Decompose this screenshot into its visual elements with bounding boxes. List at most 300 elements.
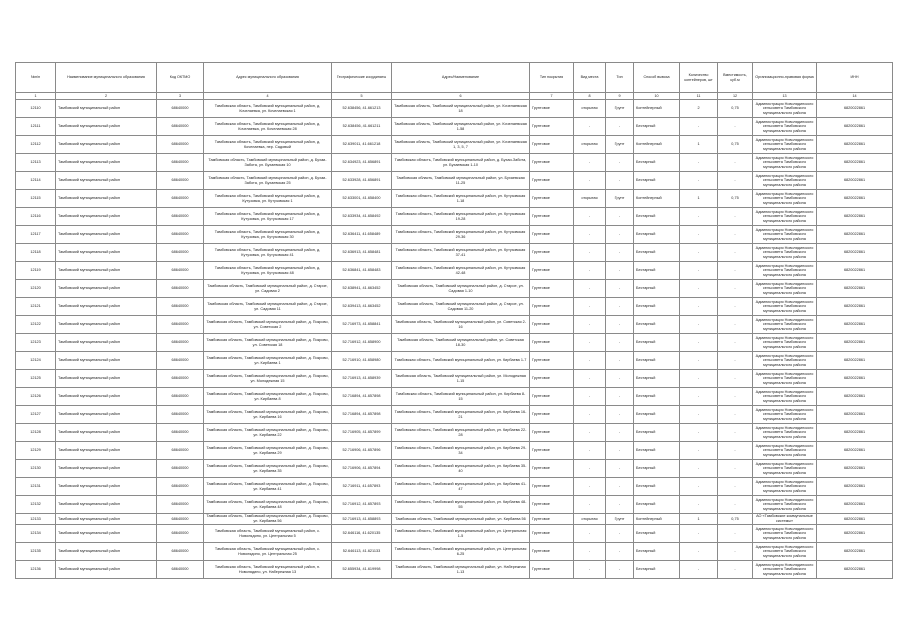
oktmo-code-text: 68640000 xyxy=(171,142,189,147)
surface-type-text: Грунтовое xyxy=(532,448,550,453)
site-address-text: ул. Кутузовская 29-36 xyxy=(455,229,526,239)
removal-method xyxy=(634,543,680,561)
address xyxy=(204,262,332,280)
container-volume xyxy=(718,190,753,208)
address-text: д. Старое, ул. Садовая 2 xyxy=(255,283,328,293)
district-name xyxy=(56,525,157,543)
ground-type-text: - xyxy=(618,178,621,183)
inn-code xyxy=(817,136,893,154)
address-text: Тамбовская область, Тамбовский муниципальный район, xyxy=(206,514,308,519)
ground-type xyxy=(606,525,634,543)
district-name-text: Тамбовский муниципальный район xyxy=(58,412,120,417)
district-name xyxy=(56,100,157,118)
address-text: Тамбовская область, Тамбовский муниципальный район, xyxy=(214,265,316,270)
container-volume xyxy=(718,406,753,424)
column-header: Адрес/Наименование xyxy=(392,63,530,93)
site-address-text: ул. Кирбаева 56 xyxy=(497,516,526,521)
removal-method-text: Контейнерный xyxy=(636,196,662,201)
column-header: Адрес муниципального образования xyxy=(204,63,332,93)
removal-method xyxy=(634,262,680,280)
inn-code xyxy=(817,262,893,280)
oktmo-code-text: 68640000 xyxy=(171,106,189,111)
site-kind xyxy=(574,316,606,334)
table-row xyxy=(16,280,893,298)
container-count xyxy=(680,388,718,406)
address-text: Тамбовская область, Тамбовский муниципальный район, xyxy=(206,481,308,486)
container-volume xyxy=(718,334,753,352)
row-number-text: 12117 xyxy=(30,232,41,237)
container-count xyxy=(680,208,718,226)
address xyxy=(204,424,332,442)
row-number-text: 12136 xyxy=(30,567,41,572)
address xyxy=(204,496,332,514)
removal-method xyxy=(634,208,680,226)
surface-type xyxy=(530,316,574,334)
container-volume-text: 0,75 xyxy=(731,142,739,147)
container-count-text: - xyxy=(697,250,700,255)
district-name-text: Тамбовский муниципальный район xyxy=(58,304,120,309)
removal-method xyxy=(634,334,680,352)
inn-code-text: 6820022861 xyxy=(843,106,866,111)
table-body xyxy=(16,100,893,579)
surface-type-text: Грунтовое xyxy=(532,430,550,435)
site-kind xyxy=(574,478,606,496)
surface-type xyxy=(530,100,574,118)
address-text: Тамбовская область, Тамбовский муниципальный район, xyxy=(214,528,317,533)
surface-type-text: Грунтовое xyxy=(532,232,550,237)
table-row xyxy=(16,388,893,406)
container-volume xyxy=(718,370,753,388)
site-address-text: Тамбовская область, Тамбовский муниципальный район, xyxy=(396,175,498,180)
surface-type-text: Грунтовое xyxy=(532,250,550,255)
site-address-text: Тамбовская область, Тамбовский муниципальный район, xyxy=(397,337,499,342)
district-name xyxy=(56,172,157,190)
removal-method-text: Бестарный xyxy=(636,268,656,273)
address-text: д. Кутузовка, ул. Кутузовская 48 xyxy=(241,265,321,275)
surface-type-text: Грунтовое xyxy=(532,160,550,165)
surface-type-text: Грунтовое xyxy=(532,531,550,536)
address xyxy=(204,388,332,406)
row-number-text: 12115 xyxy=(30,196,41,201)
container-volume-text: 0,75 xyxy=(731,106,739,111)
site-kind-text: открытая xyxy=(581,196,598,201)
responsible-admin xyxy=(753,154,817,172)
district-name xyxy=(56,262,157,280)
oktmo-code xyxy=(157,496,204,514)
table-row xyxy=(16,136,893,154)
oktmo-code xyxy=(157,172,204,190)
address-text: Тамбовская область, Тамбовский муниципальный район, xyxy=(206,391,308,396)
site-address xyxy=(392,208,530,226)
oktmo-code xyxy=(157,244,204,262)
container-count xyxy=(680,370,718,388)
table-row xyxy=(16,244,893,262)
coordinates-text: 52.716906, 41.657894 xyxy=(342,466,381,471)
responsible-admin xyxy=(753,352,817,370)
coordinates xyxy=(332,244,392,262)
inn-code-text: 6820022861 xyxy=(843,358,866,363)
inn-code-text: 6820022861 xyxy=(843,484,866,489)
site-kind xyxy=(574,100,606,118)
removal-method-text: Бестарный xyxy=(636,466,656,471)
oktmo-code xyxy=(157,100,204,118)
inn-code-text: 6820022861 xyxy=(843,531,866,536)
district-name xyxy=(56,316,157,334)
address-text: Тамбовская область, Тамбовский муниципальный район, xyxy=(207,283,309,288)
surface-type-text: Грунтовое xyxy=(532,516,550,521)
table-row xyxy=(16,154,893,172)
site-kind-text: открытая xyxy=(581,516,598,521)
coordinates-text: 52.716911, 41.657893 xyxy=(342,484,381,489)
site-address xyxy=(392,244,530,262)
container-count-text: - xyxy=(697,322,700,327)
ground-type-text: - xyxy=(618,232,621,237)
site-kind-text: - xyxy=(588,124,591,129)
coordinates xyxy=(332,424,392,442)
surface-type-text: Грунтовое xyxy=(532,196,550,201)
table-row xyxy=(16,226,893,244)
container-volume xyxy=(718,136,753,154)
surface-type xyxy=(530,406,574,424)
removal-method xyxy=(634,496,680,514)
ground-type-text: - xyxy=(618,502,621,507)
responsible-admin xyxy=(753,525,817,543)
container-count-text: - xyxy=(697,358,700,363)
district-name xyxy=(56,388,157,406)
site-address-text: Тамбовская область, Тамбовский муниципальный район, xyxy=(395,564,497,569)
district-name xyxy=(56,496,157,514)
container-count xyxy=(680,561,718,579)
responsible-admin-text: Администрация Новолядинского сельсовета Тамбовского муниципального района xyxy=(755,353,814,367)
address-text: д. Кочелаевка, ул. Кочелаевская 28 xyxy=(238,121,321,131)
column-number: 6 xyxy=(392,93,530,100)
responsible-admin-text: Администрация Новолядинского сельсовета Тамбовского муниципального района xyxy=(755,407,814,421)
surface-type xyxy=(530,208,574,226)
responsible-admin xyxy=(753,190,817,208)
oktmo-code xyxy=(157,406,204,424)
coordinates xyxy=(332,280,392,298)
table-row xyxy=(16,352,893,370)
removal-method-text: Бестарный xyxy=(636,448,656,453)
container-volume xyxy=(718,244,753,262)
site-address xyxy=(392,154,530,172)
surface-type xyxy=(530,525,574,543)
container-volume-text: - xyxy=(734,268,736,273)
address-text: Тамбовская область, Тамбовский муниципальный район, xyxy=(214,546,317,551)
removal-method-text: Бестарный xyxy=(636,124,656,129)
removal-method-text: Бестарный xyxy=(636,394,656,399)
table-row xyxy=(16,561,893,579)
removal-method xyxy=(634,460,680,478)
district-name-text: Тамбовский муниципальный район xyxy=(58,322,120,327)
inn-code xyxy=(817,190,893,208)
ground-type-text: - xyxy=(618,531,621,536)
responsible-admin xyxy=(753,478,817,496)
container-volume-text: - xyxy=(734,531,736,536)
removal-method xyxy=(634,154,680,172)
ground-type-text: - xyxy=(618,412,621,417)
inn-code-text: 6820022861 xyxy=(843,430,866,435)
address-text: д. Покрово, ул. Кирбаева 1 xyxy=(254,355,329,365)
container-count xyxy=(680,244,718,262)
row-number xyxy=(16,208,56,226)
site-address-text: Тамбовская область, Тамбовский муниципальный район, xyxy=(394,358,496,363)
oktmo-code-text: 68640000 xyxy=(171,304,189,309)
address xyxy=(204,514,332,525)
container-count xyxy=(680,460,718,478)
ground-type xyxy=(606,406,634,424)
column-header: Географические координаты xyxy=(332,63,392,93)
site-kind xyxy=(574,226,606,244)
container-count xyxy=(680,154,718,172)
coordinates xyxy=(332,334,392,352)
site-kind-text: - xyxy=(588,340,591,345)
oktmo-code xyxy=(157,460,204,478)
oktmo-code-text: 68640000 xyxy=(171,516,189,521)
container-count-text: - xyxy=(697,567,700,572)
responsible-admin xyxy=(753,244,817,262)
removal-method-text: Бестарный xyxy=(636,178,656,183)
container-count xyxy=(680,262,718,280)
container-count-text: - xyxy=(697,531,700,536)
surface-type xyxy=(530,118,574,136)
coordinates-text: 52.716906, 41.657896 xyxy=(342,448,381,453)
ground-type xyxy=(606,478,634,496)
responsible-admin-text: Администрация Новолядинского сельсовета Тамбовского муниципального района xyxy=(755,101,814,115)
inn-code-text: 6820022861 xyxy=(843,567,866,572)
inn-code xyxy=(817,406,893,424)
responsible-admin xyxy=(753,208,817,226)
address-text: д. Покрово, ул. Советская 2 xyxy=(253,319,329,329)
removal-method xyxy=(634,388,680,406)
oktmo-code xyxy=(157,226,204,244)
district-name-text: Тамбовский муниципальный район xyxy=(58,430,120,435)
container-volume xyxy=(718,561,753,579)
site-kind-text: - xyxy=(588,484,591,489)
row-number xyxy=(16,136,56,154)
coordinates-text: 52.716913, 41.658939 xyxy=(342,376,381,381)
container-count-text: - xyxy=(697,304,700,309)
inn-code xyxy=(817,226,893,244)
removal-method xyxy=(634,514,680,525)
site-address-text: ул. Кирбаева 48-55 xyxy=(458,499,527,509)
district-name xyxy=(56,154,157,172)
site-kind xyxy=(574,543,606,561)
table-row xyxy=(16,406,893,424)
district-name-text: Тамбовский муниципальный район xyxy=(58,448,120,453)
table-row xyxy=(16,118,893,136)
removal-method xyxy=(634,244,680,262)
address-text: д. Бухаи-Забота, ул. Бухаевская 25 xyxy=(244,175,327,185)
ground-type xyxy=(606,244,634,262)
responsible-admin-text: Администрация Новолядинского сельсовета Тамбовского муниципального района xyxy=(755,425,814,439)
container-count xyxy=(680,172,718,190)
table-row xyxy=(16,100,893,118)
inn-code xyxy=(817,525,893,543)
address xyxy=(204,316,332,334)
row-number-text: 12121 xyxy=(30,304,41,309)
responsible-admin xyxy=(753,460,817,478)
removal-method xyxy=(634,316,680,334)
site-address-text: ул. Центральная 6-25 xyxy=(456,546,527,556)
ground-type xyxy=(606,280,634,298)
removal-method xyxy=(634,442,680,460)
oktmo-code-text: 68640000 xyxy=(171,394,189,399)
responsible-admin xyxy=(753,118,817,136)
site-kind xyxy=(574,136,606,154)
site-address-text: Тамбовская область, Тамбовский муниципальный район, xyxy=(397,283,499,288)
responsible-admin-text: Администрация Новолядинского сельсовета Тамбовского муниципального района xyxy=(755,227,814,241)
inn-code xyxy=(817,298,893,316)
table-row xyxy=(16,543,893,561)
inn-code xyxy=(817,424,893,442)
site-address-text: ул. Кирбаева 35-40 xyxy=(458,463,527,473)
column-number: 2 xyxy=(56,93,157,100)
container-volume-text: - xyxy=(734,502,736,507)
surface-type-text: Грунтовое xyxy=(532,106,550,111)
container-count-text: - xyxy=(697,484,700,489)
ground-type-text: - xyxy=(618,567,621,572)
responsible-admin-text: Администрация Новолядинского сельсовета Тамбовского муниципального района xyxy=(755,173,814,187)
address xyxy=(204,406,332,424)
responsible-admin-text: Администрация Новолядинского сельсовета Тамбовского муниципального района xyxy=(755,263,814,277)
district-name-text: Тамбовский муниципальный район xyxy=(58,124,120,129)
responsible-admin-text: Администрация Новолядинского сельсовета Тамбовского муниципального района xyxy=(755,479,814,493)
ground-type-text: - xyxy=(618,376,621,381)
district-name-text: Тамбовский муниципальный район xyxy=(58,286,120,291)
address-text: д. Покрово, ул. Кирбаева 35 xyxy=(253,463,329,473)
row-number xyxy=(16,172,56,190)
site-kind-text: - xyxy=(588,322,591,327)
row-number-text: 12123 xyxy=(30,340,41,345)
site-kind-text: - xyxy=(588,502,591,507)
address-text: Тамбовская область, Тамбовский муниципальный район, xyxy=(206,319,308,324)
district-name xyxy=(56,118,157,136)
ground-type-text: - xyxy=(618,484,621,489)
district-name xyxy=(56,136,157,154)
ground-type xyxy=(606,262,634,280)
site-kind-text: открытая xyxy=(581,142,598,147)
table-row xyxy=(16,298,893,316)
inn-code-text: 6820022861 xyxy=(843,178,866,183)
row-number-text: 12129 xyxy=(30,448,41,453)
coordinates xyxy=(332,154,392,172)
ground-type-text: - xyxy=(618,340,621,345)
oktmo-code-text: 68640000 xyxy=(171,484,189,489)
oktmo-code xyxy=(157,543,204,561)
inn-code xyxy=(817,154,893,172)
address xyxy=(204,352,332,370)
container-volume-text: - xyxy=(734,340,736,345)
address xyxy=(204,543,332,561)
removal-method-text: Контейнерный xyxy=(636,142,662,147)
address xyxy=(204,442,332,460)
address-text: д. Покрово, ул. Кирбаева 48 xyxy=(253,499,329,509)
site-address xyxy=(392,460,530,478)
coordinates-text: 52.639413, 41.663452 xyxy=(342,304,381,309)
coordinates xyxy=(332,136,392,154)
column-header: Наименование муниципального образования xyxy=(56,63,157,93)
inn-code-text: 6820022861 xyxy=(843,214,866,219)
responsible-admin-text: Администрация Новолядинского сельсовета Тамбовского муниципального района xyxy=(755,209,814,223)
ground-type xyxy=(606,496,634,514)
ground-type xyxy=(606,561,634,579)
site-address xyxy=(392,100,530,118)
site-address-text: Тамбовская область, Тамбовский муниципальный район, xyxy=(394,546,496,551)
inn-code-text: 6820022861 xyxy=(843,304,866,309)
surface-type xyxy=(530,136,574,154)
removal-method-text: Бестарный xyxy=(636,412,656,417)
oktmo-code-text: 68640000 xyxy=(171,178,189,183)
inn-code xyxy=(817,208,893,226)
oktmo-code-text: 68640000 xyxy=(171,412,189,417)
row-number xyxy=(16,316,56,334)
container-volume-text: - xyxy=(734,250,736,255)
inn-code xyxy=(817,316,893,334)
responsible-admin-text: Администрация Новолядинского сельсовета Тамбовского муниципального района xyxy=(755,389,814,403)
inn-code xyxy=(817,172,893,190)
container-count-text: - xyxy=(697,232,700,237)
ground-type-text: - xyxy=(618,124,621,129)
row-number xyxy=(16,525,56,543)
address xyxy=(204,100,332,118)
inn-code xyxy=(817,514,893,525)
row-number-text: 12114 xyxy=(30,178,41,183)
address xyxy=(204,334,332,352)
responsible-admin xyxy=(753,442,817,460)
oktmo-code-text: 68640000 xyxy=(171,196,189,201)
district-name xyxy=(56,406,157,424)
row-number xyxy=(16,406,56,424)
site-address xyxy=(392,316,530,334)
responsible-admin-text: Администрация Новолядинского сельсовета Тамбовского муниципального района xyxy=(755,335,814,349)
column-header: №п/п xyxy=(16,63,56,93)
container-count-text: 2 xyxy=(697,106,700,111)
address xyxy=(204,226,332,244)
removal-method xyxy=(634,280,680,298)
site-address-text: Тамбовская область, Тамбовский муниципальный район, xyxy=(394,121,496,126)
oktmo-code xyxy=(157,208,204,226)
oktmo-code xyxy=(157,352,204,370)
site-kind xyxy=(574,352,606,370)
container-volume xyxy=(718,352,753,370)
row-number xyxy=(16,561,56,579)
coordinates-text: 52.716912, 41.658900 xyxy=(342,340,381,345)
removal-method xyxy=(634,226,680,244)
column-header: Вид места xyxy=(574,63,606,93)
site-address xyxy=(392,496,530,514)
address xyxy=(204,244,332,262)
site-address-text: д. Бухаи-Забота, ул. Бухаевская 1-10 xyxy=(443,157,527,167)
surface-type-text: Грунтовое xyxy=(532,358,550,363)
site-address xyxy=(392,298,530,316)
oktmo-code-text: 68640000 xyxy=(171,124,189,129)
coordinates xyxy=(332,172,392,190)
surface-type-text: Грунтовое xyxy=(532,567,550,572)
surface-type-text: Грунтовое xyxy=(532,304,550,309)
address xyxy=(204,298,332,316)
removal-method-text: Бестарный xyxy=(636,430,656,435)
site-address-text: д. Старое, ул. Садовая 1-10 xyxy=(448,283,524,293)
responsible-admin xyxy=(753,226,817,244)
site-kind xyxy=(574,406,606,424)
district-name-text: Тамбовский муниципальный район xyxy=(58,567,120,572)
site-address xyxy=(392,262,530,280)
container-count-text: - xyxy=(697,376,700,381)
removal-method-text: Бестарный xyxy=(636,250,656,255)
removal-method xyxy=(634,406,680,424)
site-kind-text: - xyxy=(588,358,591,363)
